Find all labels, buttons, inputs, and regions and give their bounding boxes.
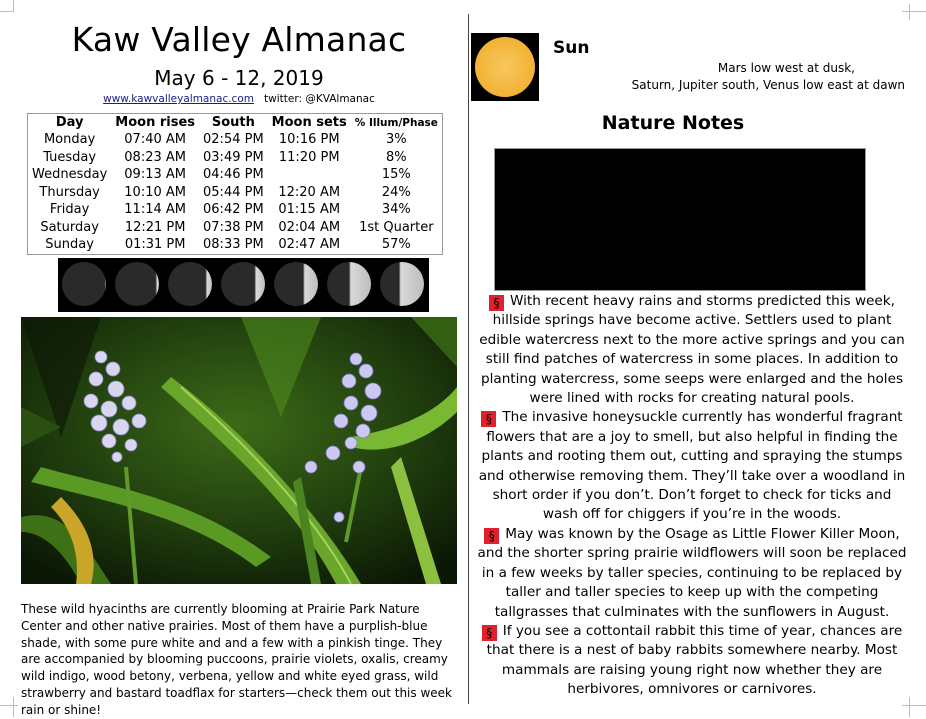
moon-table-cell: 06:42 PM bbox=[203, 202, 264, 218]
sun-table-cell: 05:17 AM bbox=[585, 167, 647, 183]
section-mark-icon: § bbox=[482, 625, 497, 641]
moon-table-header bbox=[28, 114, 443, 132]
moon-table-cell: Sunday bbox=[45, 237, 94, 253]
sun-table-cell: Monday bbox=[511, 167, 564, 183]
sun-table-cell: 06:16 AM bbox=[656, 185, 719, 201]
moon-table-cell: 8% bbox=[386, 149, 407, 165]
moon-phase-icon bbox=[376, 258, 429, 312]
section-mark-icon: § bbox=[489, 295, 504, 311]
wild-hyacinth-photo bbox=[21, 317, 457, 584]
col-illum-phase: % Illum/Phase bbox=[354, 116, 438, 129]
crop-mark bbox=[13, 0, 14, 12]
moon-table-cell: 01:15 AM bbox=[278, 202, 341, 218]
sun-table-cell: 06:11 AM bbox=[656, 273, 719, 289]
sun-table-cell: 06:12 AM bbox=[656, 255, 719, 271]
sun-table-cell: Tuesday bbox=[511, 185, 565, 201]
moon-table-cell: 10:16 PM bbox=[278, 132, 340, 148]
moon-table-cell: 03:49 PM bbox=[203, 149, 264, 165]
moon-table-cell: 08:33 PM bbox=[203, 237, 264, 253]
planets-line-1: Mars low west at dusk, bbox=[717, 61, 855, 75]
col-gets-light: Gets light bbox=[585, 151, 647, 164]
sun-table-cell: 09:30 PM bbox=[799, 238, 861, 254]
col-day: Day bbox=[523, 150, 552, 165]
col-moon-rises: Moon rises bbox=[115, 115, 196, 130]
moon-table-cell: 07:40 AM bbox=[124, 132, 186, 148]
sun-table-cell: 09:26 PM bbox=[799, 167, 861, 183]
moon-table-cell: 08:23 AM bbox=[124, 149, 186, 165]
nature-note bbox=[476, 408, 908, 524]
moon-table-cell: Friday bbox=[49, 202, 90, 218]
moon-table-cell: 04:46 PM bbox=[203, 167, 264, 183]
section-mark-icon: § bbox=[484, 528, 499, 544]
moon-table-cell: Tuesday bbox=[43, 149, 97, 165]
moon-table-cell: 02:47 AM bbox=[278, 237, 341, 253]
sun-table-cell: 05:10 AM bbox=[585, 273, 647, 289]
crop-mark bbox=[909, 697, 910, 717]
sun-table-cell: 06:14 AM bbox=[656, 220, 719, 236]
sun-table-cell: 09:31 PM bbox=[799, 255, 861, 271]
moon-table-cell: 1st Quarter bbox=[359, 219, 434, 235]
sun-table-row bbox=[495, 254, 866, 272]
sun-table-cell: 08:20 PM bbox=[728, 202, 790, 218]
moon-phase-icon bbox=[217, 258, 270, 312]
sun-table-cell: Saturday bbox=[508, 255, 567, 271]
moon-table-cell: 34% bbox=[381, 202, 411, 218]
sun-table-cell: 08:21 PM bbox=[728, 220, 790, 236]
sun-table-row bbox=[495, 272, 866, 290]
hyacinth-illustration bbox=[21, 317, 457, 584]
moon-table-cell: 02:04 AM bbox=[278, 219, 341, 235]
moon-table-row bbox=[28, 219, 443, 237]
sun-table-cell: 09:28 PM bbox=[799, 202, 861, 218]
sun-table-cell: 06:13 AM bbox=[656, 238, 719, 254]
sun-table-cell: 05:16 AM bbox=[585, 185, 647, 201]
moon-table-cell: 01:31 PM bbox=[124, 237, 186, 253]
nature-notes-text bbox=[476, 292, 908, 700]
left-column bbox=[18, 18, 460, 105]
moon-table-cell: 24% bbox=[381, 184, 411, 200]
sun-title: Sun bbox=[553, 38, 590, 58]
nature-note bbox=[476, 525, 908, 622]
sun-table-cell: 05:12 AM bbox=[585, 238, 647, 254]
crop-mark bbox=[909, 4, 910, 20]
moon-phase-icon bbox=[58, 258, 111, 312]
sun-table-cell: 09:33 PM bbox=[799, 273, 861, 289]
moon-table-row bbox=[28, 236, 443, 254]
moon-table-cell: Saturday bbox=[40, 219, 99, 235]
moon-table-cell bbox=[268, 166, 351, 184]
nature-note-text: With recent heavy rains and storms predicted this week, hillside springs have become active. Settlers used to plant edible watercress next to the more active springs and you can still find patches of watercress in some places. In addition to planting watercress, some seeps were enlarged and the holes were lined with rocks for creating natural pools. bbox=[479, 293, 905, 407]
nature-note-text: If you see a cottontail rabbit this time of year, chances are that there is a nest of baby rabbits somewhere nearby. Most mammals are raising young right now whether they are herbivores, omnivores or carnivores. bbox=[486, 622, 903, 698]
sun-table-cell: 09:27 PM bbox=[799, 185, 861, 201]
sun-table-row bbox=[495, 201, 866, 219]
moon-phase-icon bbox=[164, 258, 217, 312]
sun-table-cell: 08:18 PM bbox=[728, 167, 790, 183]
sun-table-cell: Thursday bbox=[507, 220, 568, 236]
sun-table-cell: Friday bbox=[517, 238, 558, 254]
nature-note bbox=[476, 292, 908, 408]
sun-times-table bbox=[494, 148, 866, 291]
crop-mark bbox=[902, 11, 926, 12]
sun-table-cell: 08:24 PM bbox=[728, 273, 790, 289]
moon-table-cell: 09:13 AM bbox=[124, 167, 186, 183]
crop-mark bbox=[902, 705, 926, 706]
moon-table-cell: Thursday bbox=[39, 184, 100, 200]
almanac-title: Kaw Valley Almanac bbox=[71, 20, 407, 59]
nature-notes-title: Nature Notes bbox=[601, 112, 745, 134]
moon-table-cell: 02:54 PM bbox=[203, 132, 264, 148]
moon-table-row bbox=[28, 131, 443, 149]
nature-note-text: The invasive honeysuckle currently has wonderful fragrant flowers that are a joy to smell, but also helpful in finding the plants and rooting them out, cutting and spraying the stumps and otherwise removing them. They’ll take over a woodland in short order if you don’t. Don’t forget to check for ticks and wash off for chiggers if you’re in the woods. bbox=[478, 409, 906, 523]
photo-caption: These wild hyacinths are currently blooming at Prairie Park Nature Center and other native prairies. Most of them have a purplish-blue shade, with some pure white and and a few with a pinkish tinge. They are accompanied by blooming puccoons, prairie violets, oxalis, creamy wild indigo, wood betony, verbena, yellow and white eyed grass, wild strawberry and bastard toadflax for starters—check them out this week rain or shine! bbox=[21, 602, 452, 717]
crop-mark bbox=[0, 705, 18, 706]
planets-line-2: Saturn, Jupiter south, Venus low east at dawn bbox=[631, 78, 905, 92]
moon-table-cell: Monday bbox=[43, 132, 96, 148]
links-line bbox=[18, 93, 460, 105]
sun-table-cell: 08:19 PM bbox=[728, 185, 790, 201]
sun-table-cell: 06:17 AM bbox=[656, 167, 719, 183]
sun-table-cell: Wednesday bbox=[500, 202, 576, 218]
sun-table-cell: Sunday bbox=[513, 273, 562, 289]
moon-table-cell: 3% bbox=[386, 132, 407, 148]
nature-note-text: May was known by the Osage as Little Flower Killer Moon, and the shorter spring prairie wildflowers will soon be replaced in a few weeks by taller species, continuing to be replaced by taller and taller species to keep up with the competing tallgrasses that culminates with the sunflowers in August. bbox=[477, 525, 907, 620]
col-day: Day bbox=[55, 115, 84, 130]
sun-table-row bbox=[495, 184, 866, 202]
sun-table-cell: 05:11 AM bbox=[585, 255, 647, 271]
moon-table-cell: 11:20 PM bbox=[278, 149, 340, 165]
planet-visibility bbox=[560, 60, 905, 94]
moon-table-row bbox=[28, 201, 443, 219]
sun-table-row bbox=[495, 166, 866, 184]
sun-table-cell: 05:13 AM bbox=[585, 220, 647, 236]
crop-mark bbox=[0, 11, 14, 12]
sun-table-cell: 05:15 AM bbox=[585, 202, 647, 218]
sun-table-row bbox=[495, 219, 866, 237]
moon-table-cell: 05:44 PM bbox=[203, 184, 264, 200]
sun-table-row bbox=[495, 237, 866, 255]
col-moon-sets: Moon sets bbox=[271, 115, 347, 130]
moon-table-cell: 07:38 PM bbox=[203, 219, 264, 235]
sun-table-cell: 06:15 AM bbox=[656, 202, 719, 218]
moon-phase-icon bbox=[270, 258, 323, 312]
moon-table-row bbox=[28, 184, 443, 202]
sun-table-header bbox=[495, 149, 866, 167]
moon-table-row bbox=[28, 149, 443, 167]
col-gets-dark: Gets dark bbox=[799, 151, 860, 164]
col-sunset: Sunset bbox=[737, 151, 781, 164]
twitter-handle: twitter: @KVAlmanac bbox=[264, 93, 375, 105]
section-mark-icon: § bbox=[481, 411, 496, 427]
moon-table-cell: 15% bbox=[381, 167, 411, 183]
moon-table-cell: 12:20 AM bbox=[278, 184, 341, 200]
moon-phase-icon bbox=[111, 258, 164, 312]
website-link[interactable]: www.kawvalleyalmanac.com bbox=[103, 93, 254, 105]
date-range: May 6 - 12, 2019 bbox=[154, 66, 324, 90]
moon-phase-icon bbox=[323, 258, 376, 312]
moon-table-cell: Wednesday bbox=[32, 167, 108, 183]
col-south: South bbox=[211, 115, 255, 130]
moon-table-cell: 12:21 PM bbox=[124, 219, 186, 235]
moon-table-cell: 11:14 AM bbox=[124, 202, 186, 218]
moon-phase-strip bbox=[58, 258, 429, 312]
moon-table-cell: 10:10 AM bbox=[124, 184, 186, 200]
sun-table-cell: 08:23 PM bbox=[728, 255, 790, 271]
sun-table-cell: 08:22 PM bbox=[728, 238, 790, 254]
col-sunrise: Sunrise bbox=[664, 151, 712, 164]
moon-table bbox=[27, 113, 443, 255]
sun-icon bbox=[471, 33, 539, 101]
moon-table-cell: 57% bbox=[381, 237, 411, 253]
sun-table-cell: 09:29 PM bbox=[799, 220, 861, 236]
moon-table-row bbox=[28, 166, 443, 184]
crop-mark bbox=[13, 697, 14, 717]
nature-note bbox=[476, 622, 908, 700]
